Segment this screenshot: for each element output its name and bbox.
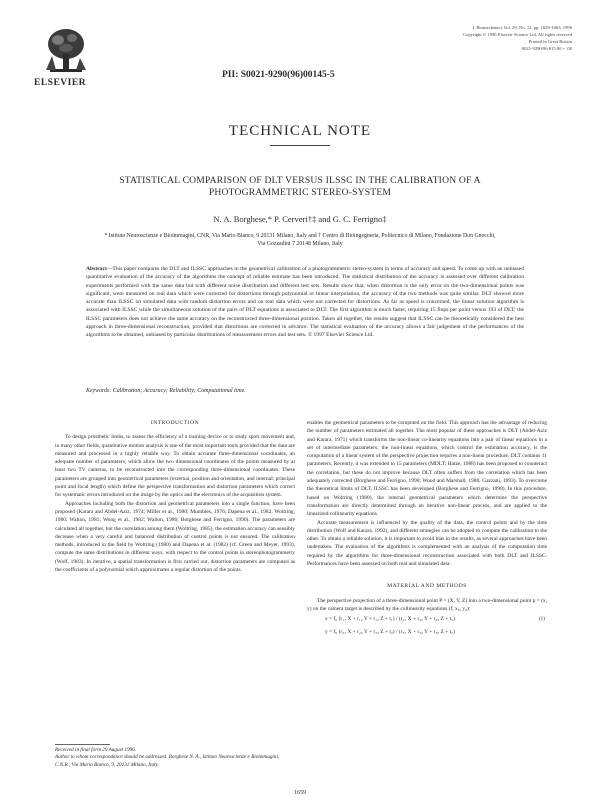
journal-citation: J. Biomechanics Vol. 29, No. 12, pp. 1659-1663, 1996	[472, 25, 572, 30]
footnotes	[55, 747, 295, 769]
printed-line: Printed in Great Britain	[528, 39, 572, 44]
intro-paragraph-4: Accurate measurement is influenced by the quality of the data, the control points and by the time distribution (Wolf and Karara, 1992), and different strategies can be adopted to compute the calibration to the other. To obtain a reliable solution, it is important to avoid bias in the results, as several approaches have been undertaken. The evaluation of the algorithms is complemented with an analysis of the computation time required by the algorithms for three-dimensional reconstruction associated with both DLT and ILSSC. Performances have been assessed on both real and simulated data.	[307, 519, 547, 568]
publisher-name: ELSEVIER	[34, 78, 87, 88]
abstract-label: Abstract	[86, 266, 107, 272]
intro-paragraph-2: Approaches including both the distortion and geometrical parameters into a single function, have been proposed (Karara and Abdel-Aziz, 1974; Miller et al., 1980; Mumbles, 1976; Dapena et al., 1982; Woltring, 1980; Walton, 1981; Wong et al., 1982; Walton, 1986; Borghese and Ferrigno, 1990). The parameters are calculated all together, but the correlation among them (Woltring, 1985), the estimation accuracy can sensibly decrease when a very careful and balanced distribution of control points is not ensured. The calibration methods, introduced in the field by Woltring (1980) and Dapena et al. (1982) (cf. Green and Meyer, 1993), compute the same distributions in different ways, with respect to the control points in stereophotogrammetry (Wolf, 1983). In iterative, a spatial transformation is first carried out, distortion parameters are computed as the coefficients of a polynomial which approximates a regular distortion of the points.	[55, 500, 295, 574]
abstract-text: —This paper compares the DLT and ILSSC approaches in the geometrical calibration of a photogrammetric stereo-system in terms of accuracy and speed. To come up with an unbiased quantitative evaluation of the accuracy of the algorithms the concept of reliable estimate has been introduced. The statistical distribution of the accuracy is assessed over different calibration experiments performed with the same data but with different noise distribution and different test sets. Results show that, when distortion is the only error on the two-dimensional points was significant, were measured on real data which were corrected for distortions through polynomial or linear interpolation, the accuracy of the two methods was quite similar. DLT showed more accurate than ILSSC on simulated data with random distortion errors and on real data which were not corrected for distortions. As far as speed is concerned, the linear solution algorithm is associated with ILSSC while the simultaneous solution of the pairs of DLT equations is associated to DLT. The first algorithm is much faster, requiring 15 flops per point versus 193 of DLT; the ILSSC parameters does not achieve the same accuracy on the reconstructed three-dimensional position. Taken all together, the results suggest that ILSSC can be theoretically considered the best approach in three-dimensional reconstruction, provided that distortions are corrected in advance. The statistical evaluation of the accuracy allows a fair judgement of the performances of the algorithms to be obtained, unbiased by particular distributions of measurement errors and test sets. © 1997 Elsevier Science Ltd.	[86, 266, 524, 339]
equation-1-number: (1)	[538, 616, 545, 623]
issn-line: 0021-9290/96 $15.00 + .00	[521, 46, 572, 51]
page-number: 1659	[294, 790, 306, 796]
paper-title: STATISTICAL COMPARISON OF DLT VERSUS ILSSC IN THE CALIBRATION OF A PHOTOGRAMMETRIC STEREO-SYSTEM	[119, 175, 481, 198]
publisher-logo	[34, 26, 100, 92]
left-column	[55, 419, 295, 574]
intro-paragraph-1: To design prosthetic limbs, to assess the efficiency of a training device or to study sport movement and, in many other fields, quantitative motion analysis is one of the most important tools provided that the data are measured and processed in a highly reliable way. To obtain accurate three-dimensional coordinates, an adequate number of parameters, which allow the two dimensional coordinates of the points measured by at least two TV cameras, to be reconstructed into the corresponding three-dimensional coordinates. These parameters are grouped into geometrical parameters (external, position and orientation, and internal: principal point and focal length) which define the perspective transformation and distortion parameters which correct for systematic errors introduced on the image by the optics and the electronics of the acquisition system.	[55, 434, 295, 499]
methods-paragraph-1: The perspective projection of a three-dimensional point P = (X, Y, Z) into a two-dimensional point p = (x, y) on the camera target is described by the collinearity equations (f, x₀, y₀):	[307, 597, 547, 612]
equation-2-expression: y = f₀ (r₂₁ X + r₂₂ Y + r₂₃ Z + t₂) / (r₃₁ X + r₃₂ Y + r₃₃ Z + t₃)	[325, 629, 455, 636]
journal-info	[382, 24, 572, 52]
received-date: Received in final form 29 August 1996.	[55, 747, 137, 753]
equation-1-expression: x = f₀ (r₁₁ X + r₁₂ Y + r₁₃ Z + t₁) / (r₃₁ X + r₃₂ Y + r₃₃ Z + t₃)	[325, 616, 455, 623]
equation-1	[307, 615, 547, 626]
author-list: N. A. Borghese,* P. Cerveri†‡ and G. C. Ferrigno‡	[213, 214, 387, 224]
author-affiliations: * Istituto Neuroscienze e Bioimmagini, CNR, Via Mario Bianco, 9 20131 Milano, Italy and † Centro di Bioingegneria, Politecnico di Milano, Fondazione Don Gnocchi, Via Gozzadini 7 20148 Milano, Italy	[104, 233, 496, 247]
intro-paragraph-3: enables the geometrical parameters to be computed on the field. This approach has the advantage of reducing the number of parameters estimated all together. The most popular of these approaches is DLT (Abdel-Aziz and Karara, 1971) which transforms the non-linear co-linearity equations into a pair of linear equations in a set of intermediate parameters: the non-linear equations, which control the estimation accuracy, is the computation of a linear system of the perspective projection requires a non-linear procedure. DLT contains 11 parameters. Recently, it was extended to 15 parameters (MDLT; Hatze, 1988) has been proposed to counteract the correlation, but these do not improve because DLT often suffers from the correlation which has been adequately corrected (Borghese and Ferrigno, 1990; Wood and Marshall, 1986; Gazzani, 1993). To overcome the theoretical limits of DLT, ILSSC has been developed (Borghese and Ferrigno, 1990). In this procedure, based on Woltring (1980), the internal geometrical parameters which determine the perspective transformation are directly determined through an iterative non-linear process, and are applied to the linearized collinearity equations.	[307, 420, 547, 518]
footnote-divider	[55, 744, 110, 745]
right-column	[307, 419, 547, 639]
equation-2	[307, 628, 547, 639]
pii-identifier: PII: S0021-9290(96)00145-5	[222, 70, 335, 80]
copyright-line: Copyright © 1996 Elsevier Science Ltd. All rights reserved	[463, 32, 572, 37]
document-type-heading: TECHNICAL NOTE	[228, 123, 372, 139]
keywords: Keywords: Calibration; Accuracy; Reliability; Computational time.	[86, 388, 246, 394]
abstract	[86, 265, 524, 340]
methods-heading: MATERIAL AND METHODS	[387, 583, 467, 590]
correspondence-address: Author to whom correspondence should be addressed. Borghese N. A., Istituto Neuroscienze e Bioimmagini, C.N.R., Via Mario Bianco, 9, 20131 Milano, Italy.	[55, 754, 280, 768]
introduction-heading: INTRODUCTION	[150, 420, 200, 426]
elsevier-tree-icon	[42, 26, 90, 76]
